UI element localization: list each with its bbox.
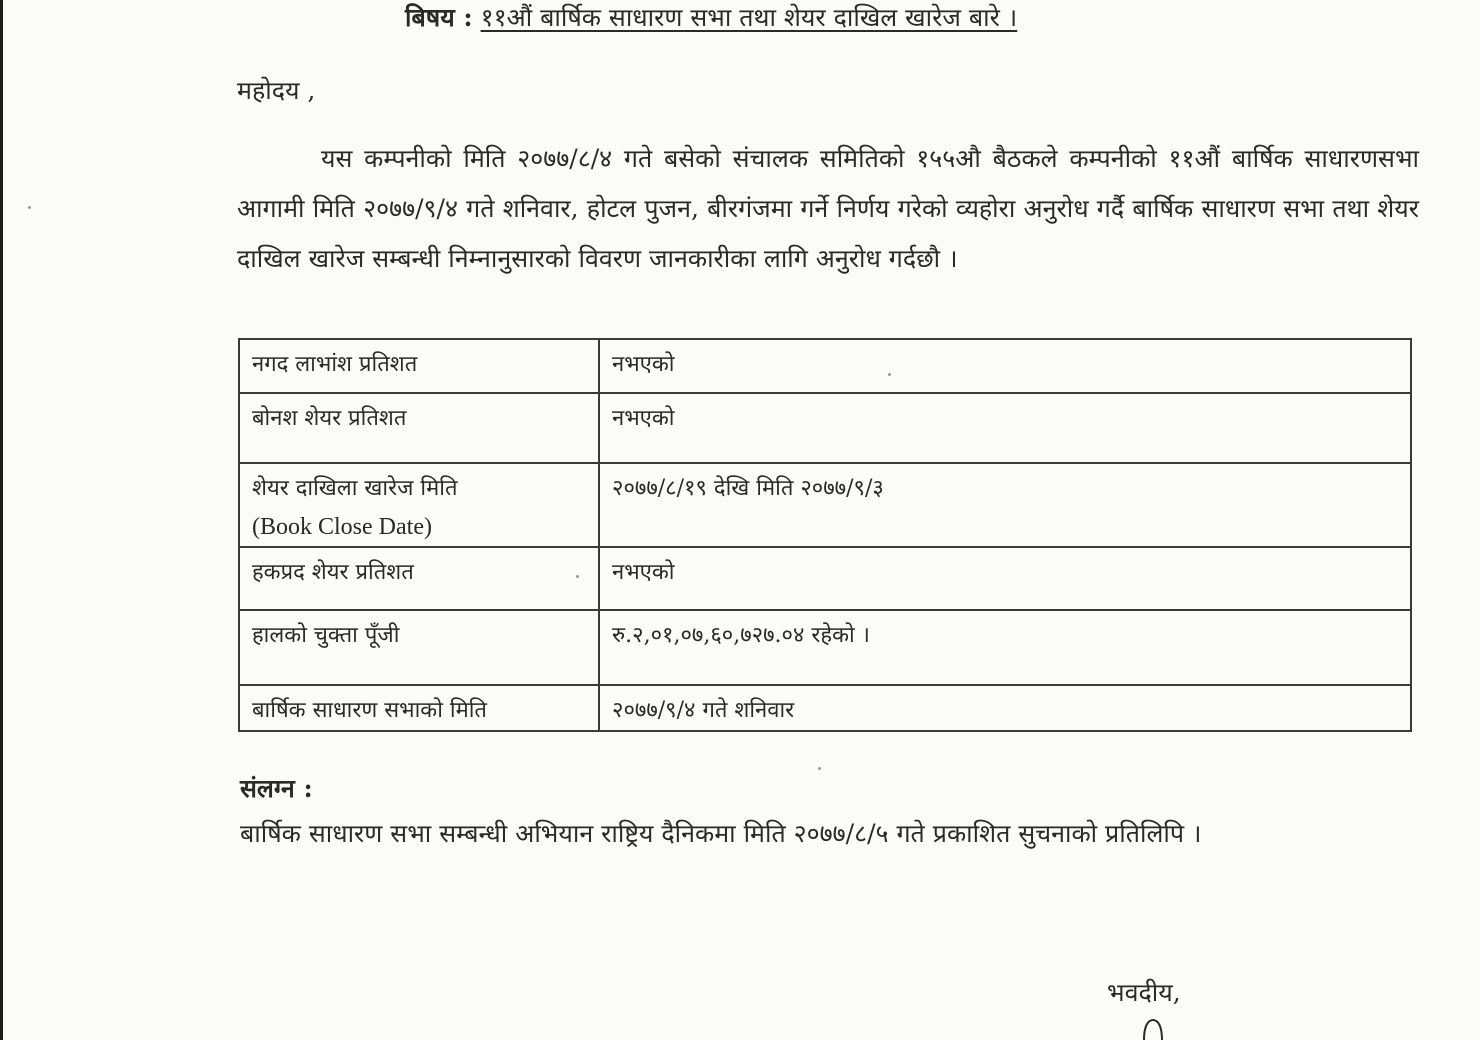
attachment-text: बार्षिक साधारण सभा सम्बन्धी अभियान राष्ट्रिय दैनिकमा मिति २०७७/८/५ गते प्रकाशित सुचनाको प्रतिलिपि । [240, 819, 1202, 848]
attachment-heading: संलग्न : [240, 774, 313, 803]
table-row [239, 339, 1411, 393]
row-value: नभएको [599, 339, 1411, 393]
scan-speck [28, 206, 31, 209]
row-label: बार्षिक साधारण सभाको मिति [239, 685, 599, 731]
salutation: महोदय , [237, 76, 316, 105]
subject-label: बिषय : [405, 3, 473, 32]
scan-left-edge [0, 0, 3, 1040]
row-value: २०७७/८/१९ देखि मिति २०७७/९/३ [599, 463, 1411, 547]
closing-salutation: भवदीय, [1107, 978, 1181, 1007]
row-label-english: (Book Close Date) [252, 514, 432, 540]
subject-text: ११औं बार्षिक साधारण सभा तथा शेयर दाखिल खारेज बारे । [480, 3, 1018, 32]
row-label: नगद लाभांश प्रतिशत [239, 339, 599, 393]
scan-speck [818, 767, 821, 770]
row-label: बोनश शेयर प्रतिशत [239, 393, 599, 463]
row-value: २०७७/९/४ गते शनिवार [599, 685, 1411, 731]
row-label: हालको चुक्ता पूँजी [239, 610, 599, 685]
row-value: नभएको [599, 547, 1411, 610]
signature-mark [1138, 1016, 1168, 1040]
row-value: रु.२,०१,०७,६०,७२७.०४ रहेको । [599, 610, 1411, 685]
table-row [239, 547, 1411, 610]
table-row [239, 610, 1411, 685]
agm-details-table [238, 338, 1412, 732]
table-row [239, 685, 1411, 731]
body-paragraph: यस कम्पनीको मिति २०७७/८/४ गते बसेको संचालक समितिको १५५औ बैठकले कम्पनीको ११औं बार्षिक साधारणसभा आगामी मिति २०७७/९/४ गते शनिवार, होटल पुजन, बीरगंजमा गर्ने निर्णय गरेको व्यहोरा अनुरोध गर्दै बार्षिक साधारण सभा तथा शेयर दाखिल खारेज सम्बन्धी निम्नानुसारको विवरण जानकारीका लागि अनुरोध गर्दछौ । [237, 144, 1419, 273]
table-row [239, 393, 1411, 463]
letter-subject [405, 0, 1017, 36]
row-label: शेयर दाखिला खारेज मिति [252, 476, 458, 501]
row-label: हकप्रद शेयर प्रतिशत [239, 547, 599, 610]
table-row [239, 463, 1411, 547]
row-value: नभएको [599, 393, 1411, 463]
row-label-book-close [239, 463, 599, 547]
